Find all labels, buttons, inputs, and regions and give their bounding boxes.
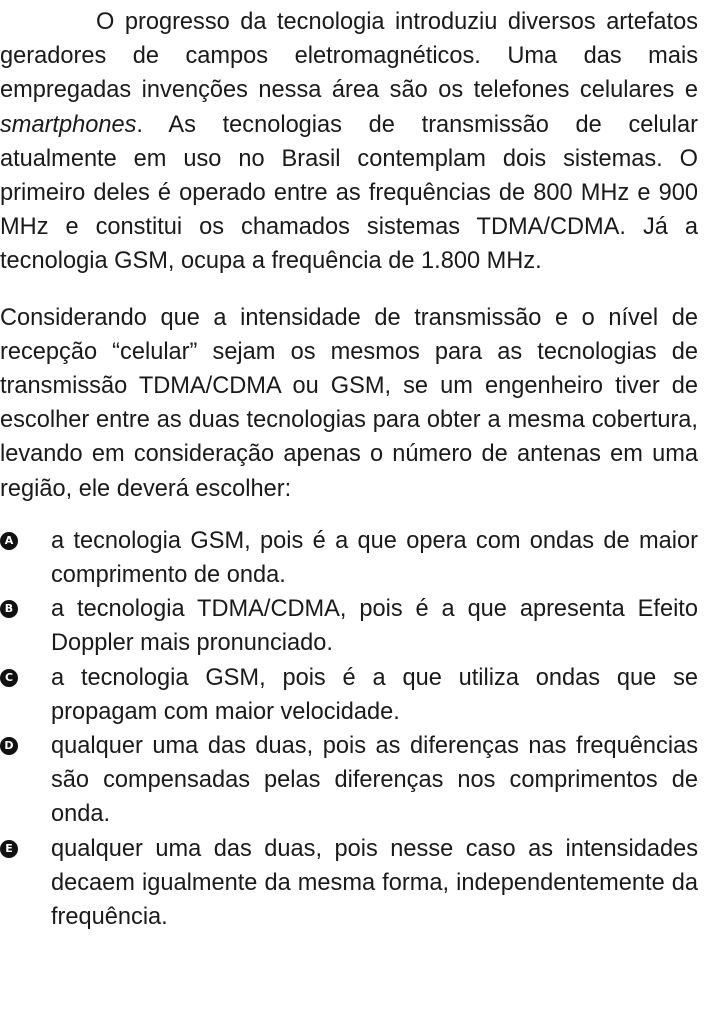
intro-emphasis: smartphones xyxy=(0,111,137,138)
option-a-text: a tecnologia GSM, pois é a que opera com ondas de maior comprimento de onda. xyxy=(51,527,698,589)
question-page xyxy=(0,5,698,934)
option-e-text: qualquer uma das duas, pois nesse caso as intensidades decaem igualmente da mesma forma, independentemente da frequência. xyxy=(51,835,698,931)
option-d[interactable] xyxy=(0,729,698,832)
intro-paragraph xyxy=(0,5,698,279)
question-paragraph: Considerando que a intensidade de transmissão e o nível de recepção “celular” sejam os mesmos para as tecnologias de transmissão TDMA/CDMA ou GSM, se um engenheiro tiver de escolher entre as duas tecnologias para obter a mesma cobertura, levando em consideração apenas o número de antenas em uma região, ele deverá escolher: xyxy=(0,304,698,502)
option-d-letter-badge: D xyxy=(0,737,18,755)
option-c-text: a tecnologia GSM, pois é a que utiliza ondas que se propagam com maior velocidade. xyxy=(51,664,698,725)
option-e-letter-badge: E xyxy=(0,840,18,858)
option-a[interactable] xyxy=(0,524,698,592)
option-d-text: qualquer uma das duas, pois as diferenças nas frequências são compensadas pelas diferenças nos comprimentos de onda. xyxy=(51,733,698,828)
option-b-text: a tecnologia TDMA/CDMA, pois é a que apresenta Efeito Doppler mais pronunciado. xyxy=(51,596,698,657)
intro-text-part1: O progresso da tecnologia introduziu diversos artefatos geradores de campos eletromagnéticos. Uma das mais empregadas invenções nessa área são os telefones celulares e xyxy=(0,9,698,104)
option-c[interactable] xyxy=(0,661,698,729)
intro-text-part2: . As tecnologias de transmissão de celular atualmente em uso no Brasil contemplam dois sistemas. O primeiro deles é operado entre as frequências de 800 MHz e 900 MHz e constitui os chamados sistemas TDMA/CDMA. Já a tecnologia GSM, ocupa a frequência de 1.800 MHz. xyxy=(0,111,698,275)
option-b-letter-badge: B xyxy=(0,600,18,618)
option-c-letter-badge: C xyxy=(0,669,18,687)
option-b[interactable] xyxy=(0,592,698,660)
option-a-letter-badge: A xyxy=(0,532,18,550)
answer-options xyxy=(0,524,698,934)
option-e[interactable] xyxy=(0,832,698,935)
